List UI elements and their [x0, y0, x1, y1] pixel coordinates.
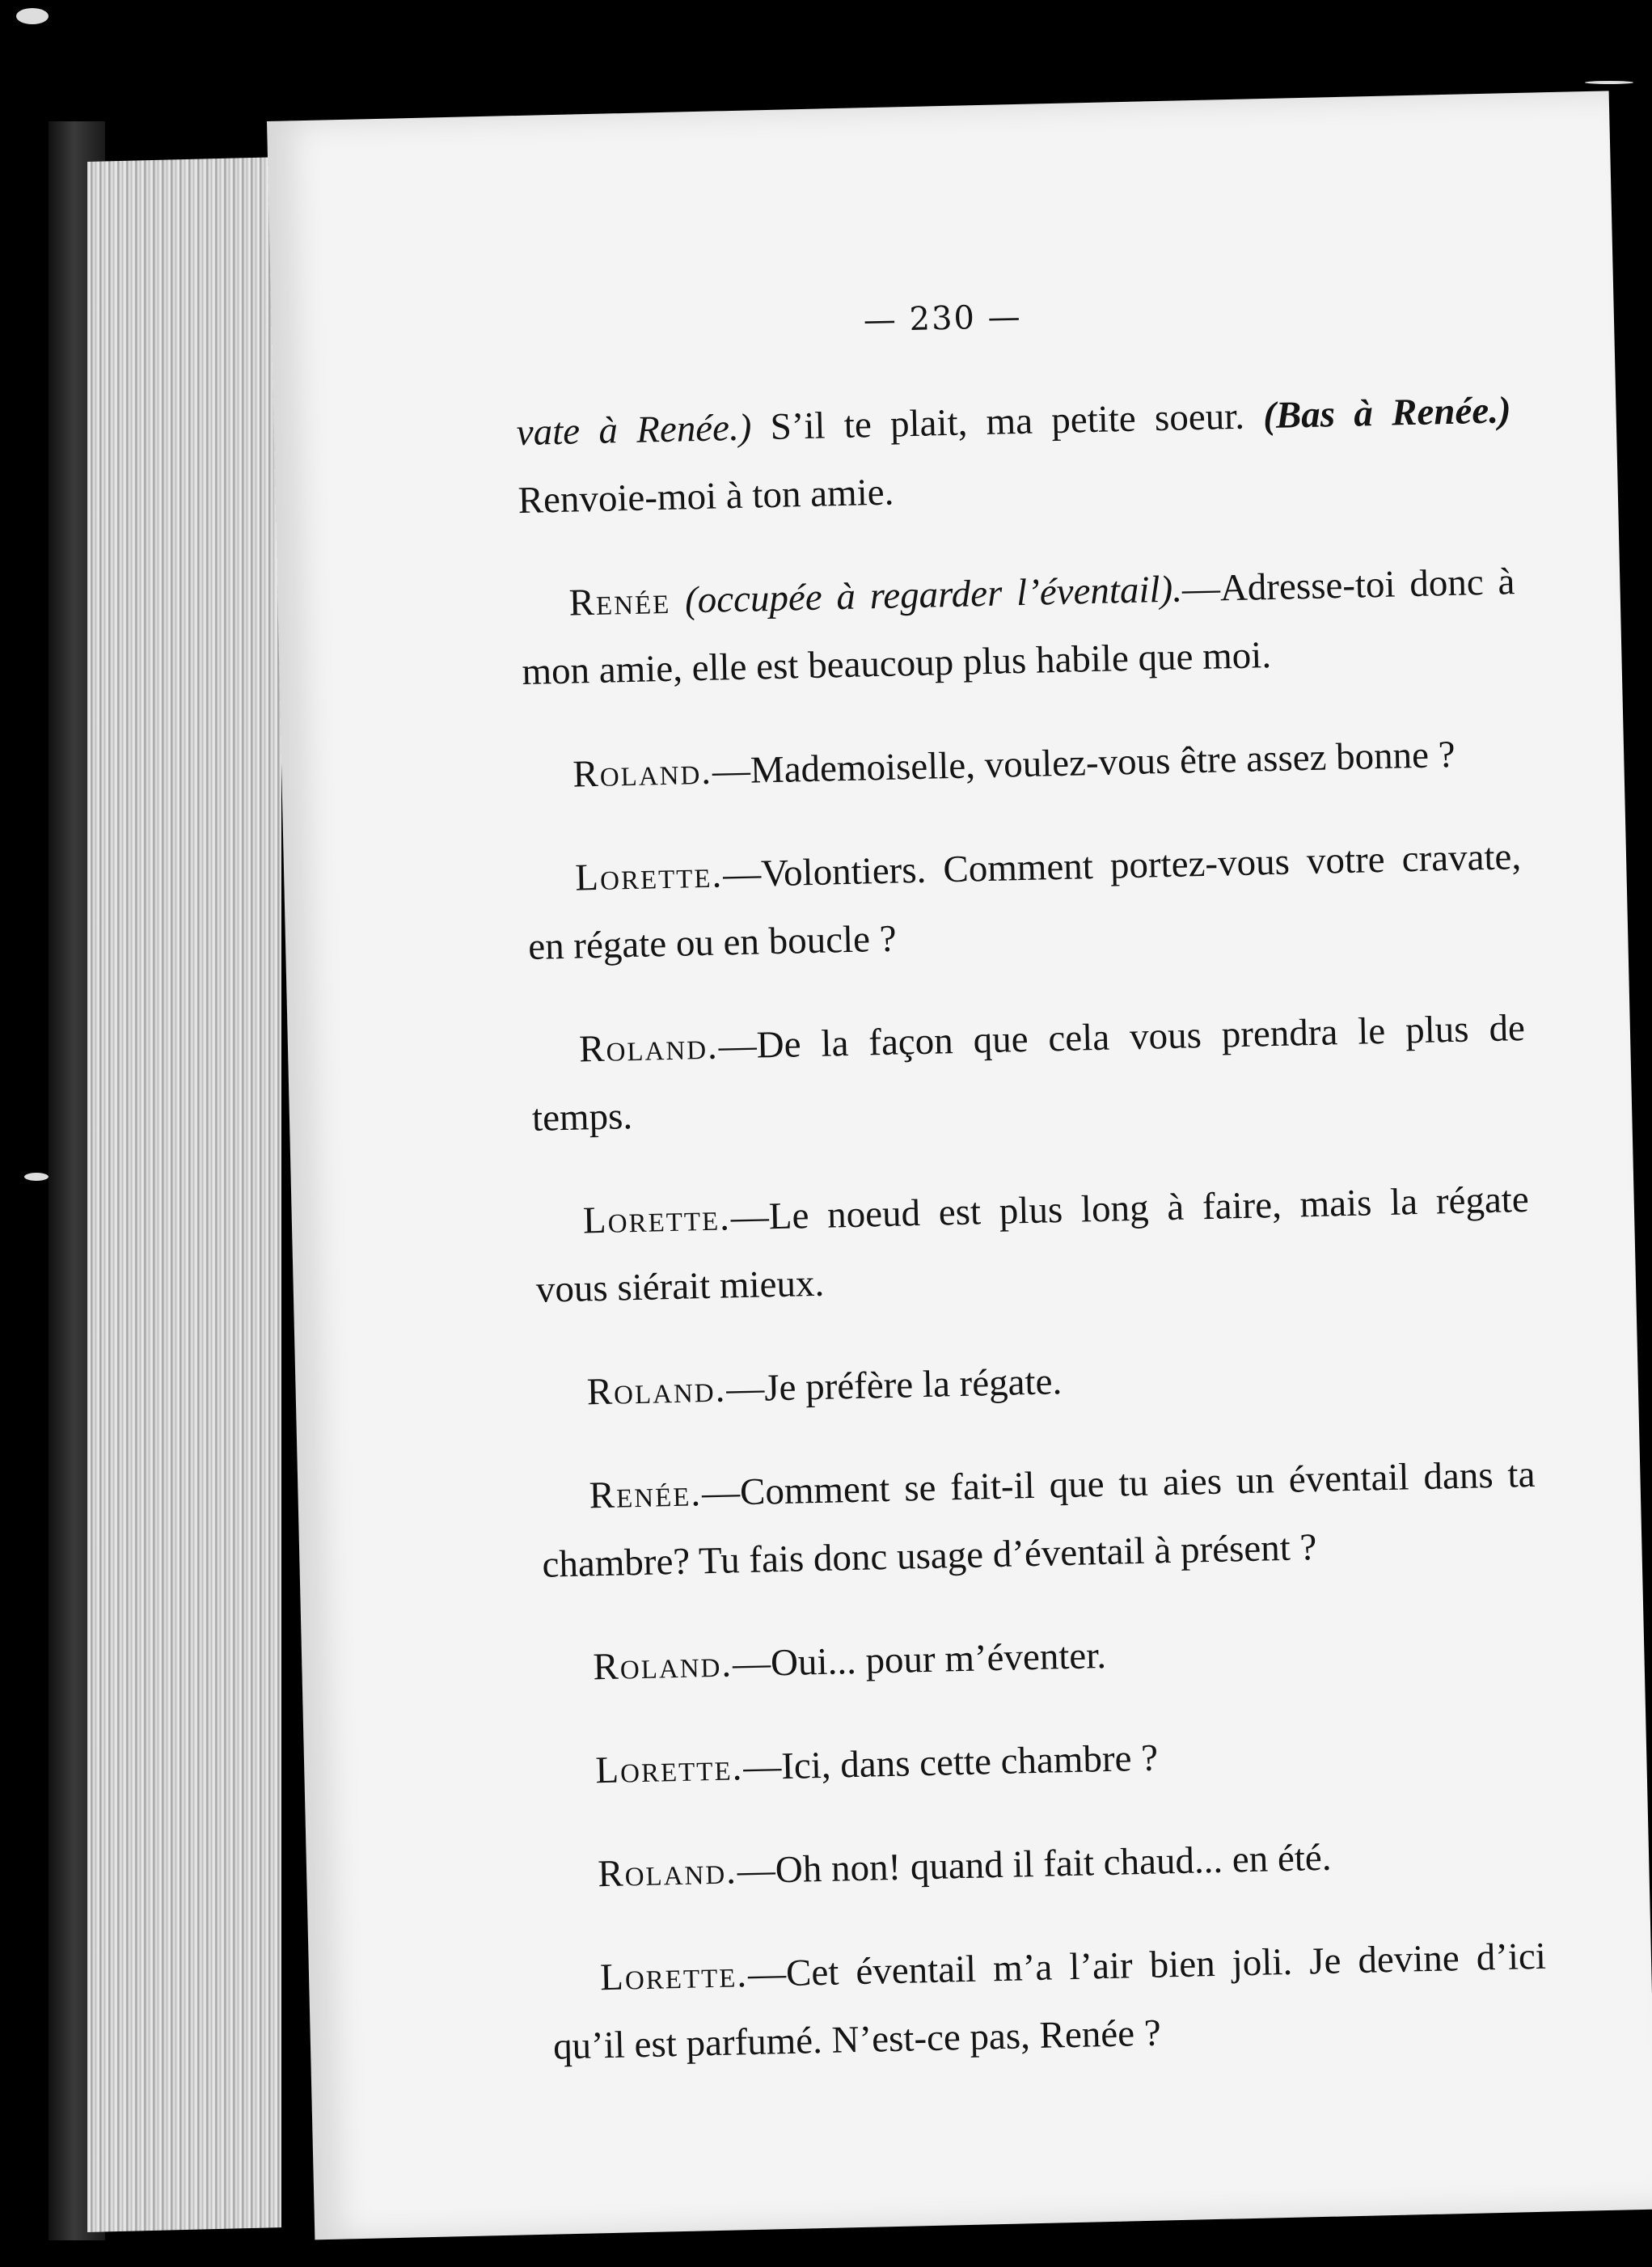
dialogue-paragraph — [530, 994, 1527, 1153]
stage-direction: vate à Renée.) — [516, 406, 752, 455]
speaker-name: Lorette. — [574, 853, 724, 899]
dialogue-paragraph — [534, 1165, 1531, 1324]
dialogue-paragraph — [540, 1440, 1537, 1599]
dialogue-paragraph — [546, 1715, 1542, 1806]
page-number: — 230 — — [863, 298, 1023, 340]
dialogue-text: —Le noeud est plus long à faire, mais la régate vous siérait mieux. — [535, 1178, 1530, 1311]
stage-direction: (Bas à Renée.) — [1262, 389, 1512, 438]
speaker-name: Renée — [568, 579, 671, 624]
dialogue-text: —Je préfère la régate. — [725, 1360, 1063, 1411]
dialogue-text: —Comment se fait-il que tu aies un éventail dans ta chambre? Tu fais donc usage d’éventail à présent ? — [541, 1453, 1536, 1586]
dialogue-text: —Ici, dans cette chambre ? — [742, 1736, 1159, 1789]
dialogue-paragraph — [538, 1337, 1534, 1427]
speaker-name: Lorette. — [594, 1746, 744, 1792]
dust-speck — [1585, 81, 1633, 84]
dialogue-text: —Mademoiselle, voulez-vous être assez bonne ? — [712, 733, 1456, 793]
dialogue-paragraph — [516, 376, 1513, 535]
speaker-name: Roland. — [572, 750, 713, 796]
dialogue-paragraph — [551, 1922, 1548, 2081]
page-text — [516, 376, 1549, 2116]
dialogue-paragraph — [526, 823, 1523, 981]
dialogue-text: —Oh non! quand il fait chaud... en été. — [737, 1836, 1333, 1893]
dialogue-text: —Adresse-toi donc à mon amie, elle est beaucoup plus habile que moi. — [521, 560, 1515, 694]
speaker-name: Renée. — [589, 1472, 703, 1517]
dialogue-paragraph — [548, 1819, 1544, 1910]
dialogue-text: Renvoie-moi à ton amie. — [518, 471, 894, 522]
dialogue-text: —De la façon que cela vous prendra le plus de temps. — [531, 1006, 1526, 1140]
dialogue-text: —Cet éventail m’a l’air bien joli. Je devine d’ici qu’il est parfumé. N’est-ce pas, Renée ? — [552, 1935, 1547, 2068]
speaker-name: Lorette. — [582, 1196, 732, 1242]
dialogue-paragraph — [523, 719, 1519, 810]
speaker-name: Lorette. — [599, 1953, 749, 1999]
page-edges — [87, 157, 281, 2232]
speaker-name: Roland. — [578, 1025, 720, 1071]
book-page — [267, 91, 1652, 2240]
speaker-name: Roland. — [597, 1850, 738, 1896]
dialogue-text: —Oui... pour m’éventer. — [732, 1634, 1107, 1685]
dialogue-text: S’il te plait, ma petite soeur. — [750, 395, 1264, 449]
dust-speck — [24, 1173, 49, 1181]
dust-speck — [16, 8, 49, 24]
speaker-name: Roland. — [586, 1368, 727, 1414]
speaker-name: Roland. — [592, 1643, 733, 1689]
dialogue-paragraph — [544, 1612, 1540, 1702]
dialogue-paragraph — [520, 548, 1517, 706]
dialogue-text: —Volontiers. Comment portez-vous votre cravate, en régate ou en boucle ? — [527, 835, 1522, 968]
stage-direction: (occupée à regarder l’éventail). — [670, 568, 1183, 622]
